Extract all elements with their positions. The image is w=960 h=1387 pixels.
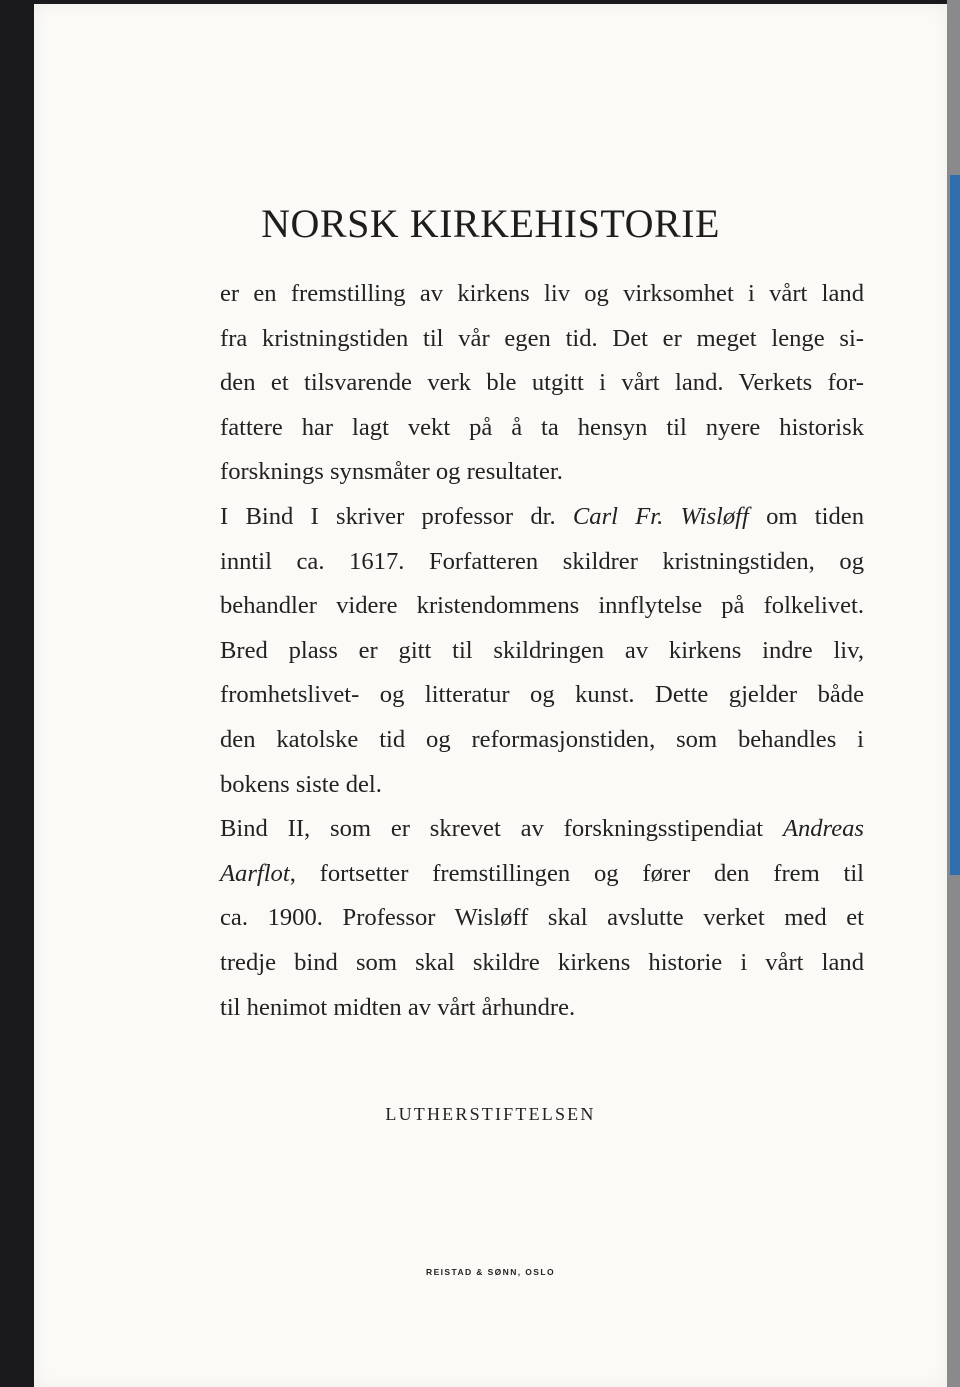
blurb-line: tredje bind som skal skildre kirkens historie i vårt land [220, 948, 864, 976]
book-back-cover [34, 4, 947, 1387]
author-name: Carl Fr. Wisløff [572, 502, 749, 530]
blurb-line: inntil ca. 1617. Forfatteren skildrer kristningstiden, og [220, 547, 864, 575]
printer-imprint: REISTAD & SØNN, OSLO [426, 1267, 555, 1277]
blurb-line: ca. 1900. Professor Wisløff skal avslutte verket med et [220, 904, 864, 932]
publisher-name: LUTHERSTIFTELSEN [385, 1104, 596, 1124]
blurb-line: er en fremstilling av kirkens liv og virksomhet i vårt land [220, 280, 864, 307]
blurb-line: behandler videre kristendommens innflytelse på folkelivet. [220, 592, 864, 620]
blurb-line: til henimot midten av vårt århundre. [220, 993, 576, 1021]
blurb-line: den katolske tid og reformasjonstiden, som behandles i [220, 725, 864, 753]
cover-title: NORSK KIRKEHISTORIE [261, 201, 720, 246]
author-name: Aarflot [220, 859, 290, 887]
blurb-text [220, 272, 864, 1030]
blurb-line: Aarflot, fortsetter fremstillingen og fører den frem til [220, 859, 864, 887]
binding-blue-edge [950, 175, 960, 875]
blurb-line: Bred plass er gitt til skildringen av kirkens indre liv, [220, 636, 864, 664]
blurb-line: I Bind I skriver professor dr. Carl Fr. Wisløff om tiden [220, 502, 864, 530]
blurb-line: bokens siste del. [220, 770, 382, 798]
blurb-line: fromhetslivet- og litteratur og kunst. Dette gjelder både [220, 681, 864, 709]
blurb-line: Bind II, som er skrevet av forskningsstipendiat Andreas [220, 815, 864, 843]
author-name: Andreas [782, 815, 864, 843]
blurb-line: fattere har lagt vekt på å ta hensyn til nyere historisk [220, 413, 864, 441]
blurb-line: forsknings synsmåter og resultater. [220, 458, 563, 486]
blurb-line: fra kristningstiden til vår egen tid. Det er meget lenge si- [220, 324, 864, 352]
blurb-line: den et tilsvarende verk ble utgitt i vårt land. Verkets for- [220, 369, 864, 397]
